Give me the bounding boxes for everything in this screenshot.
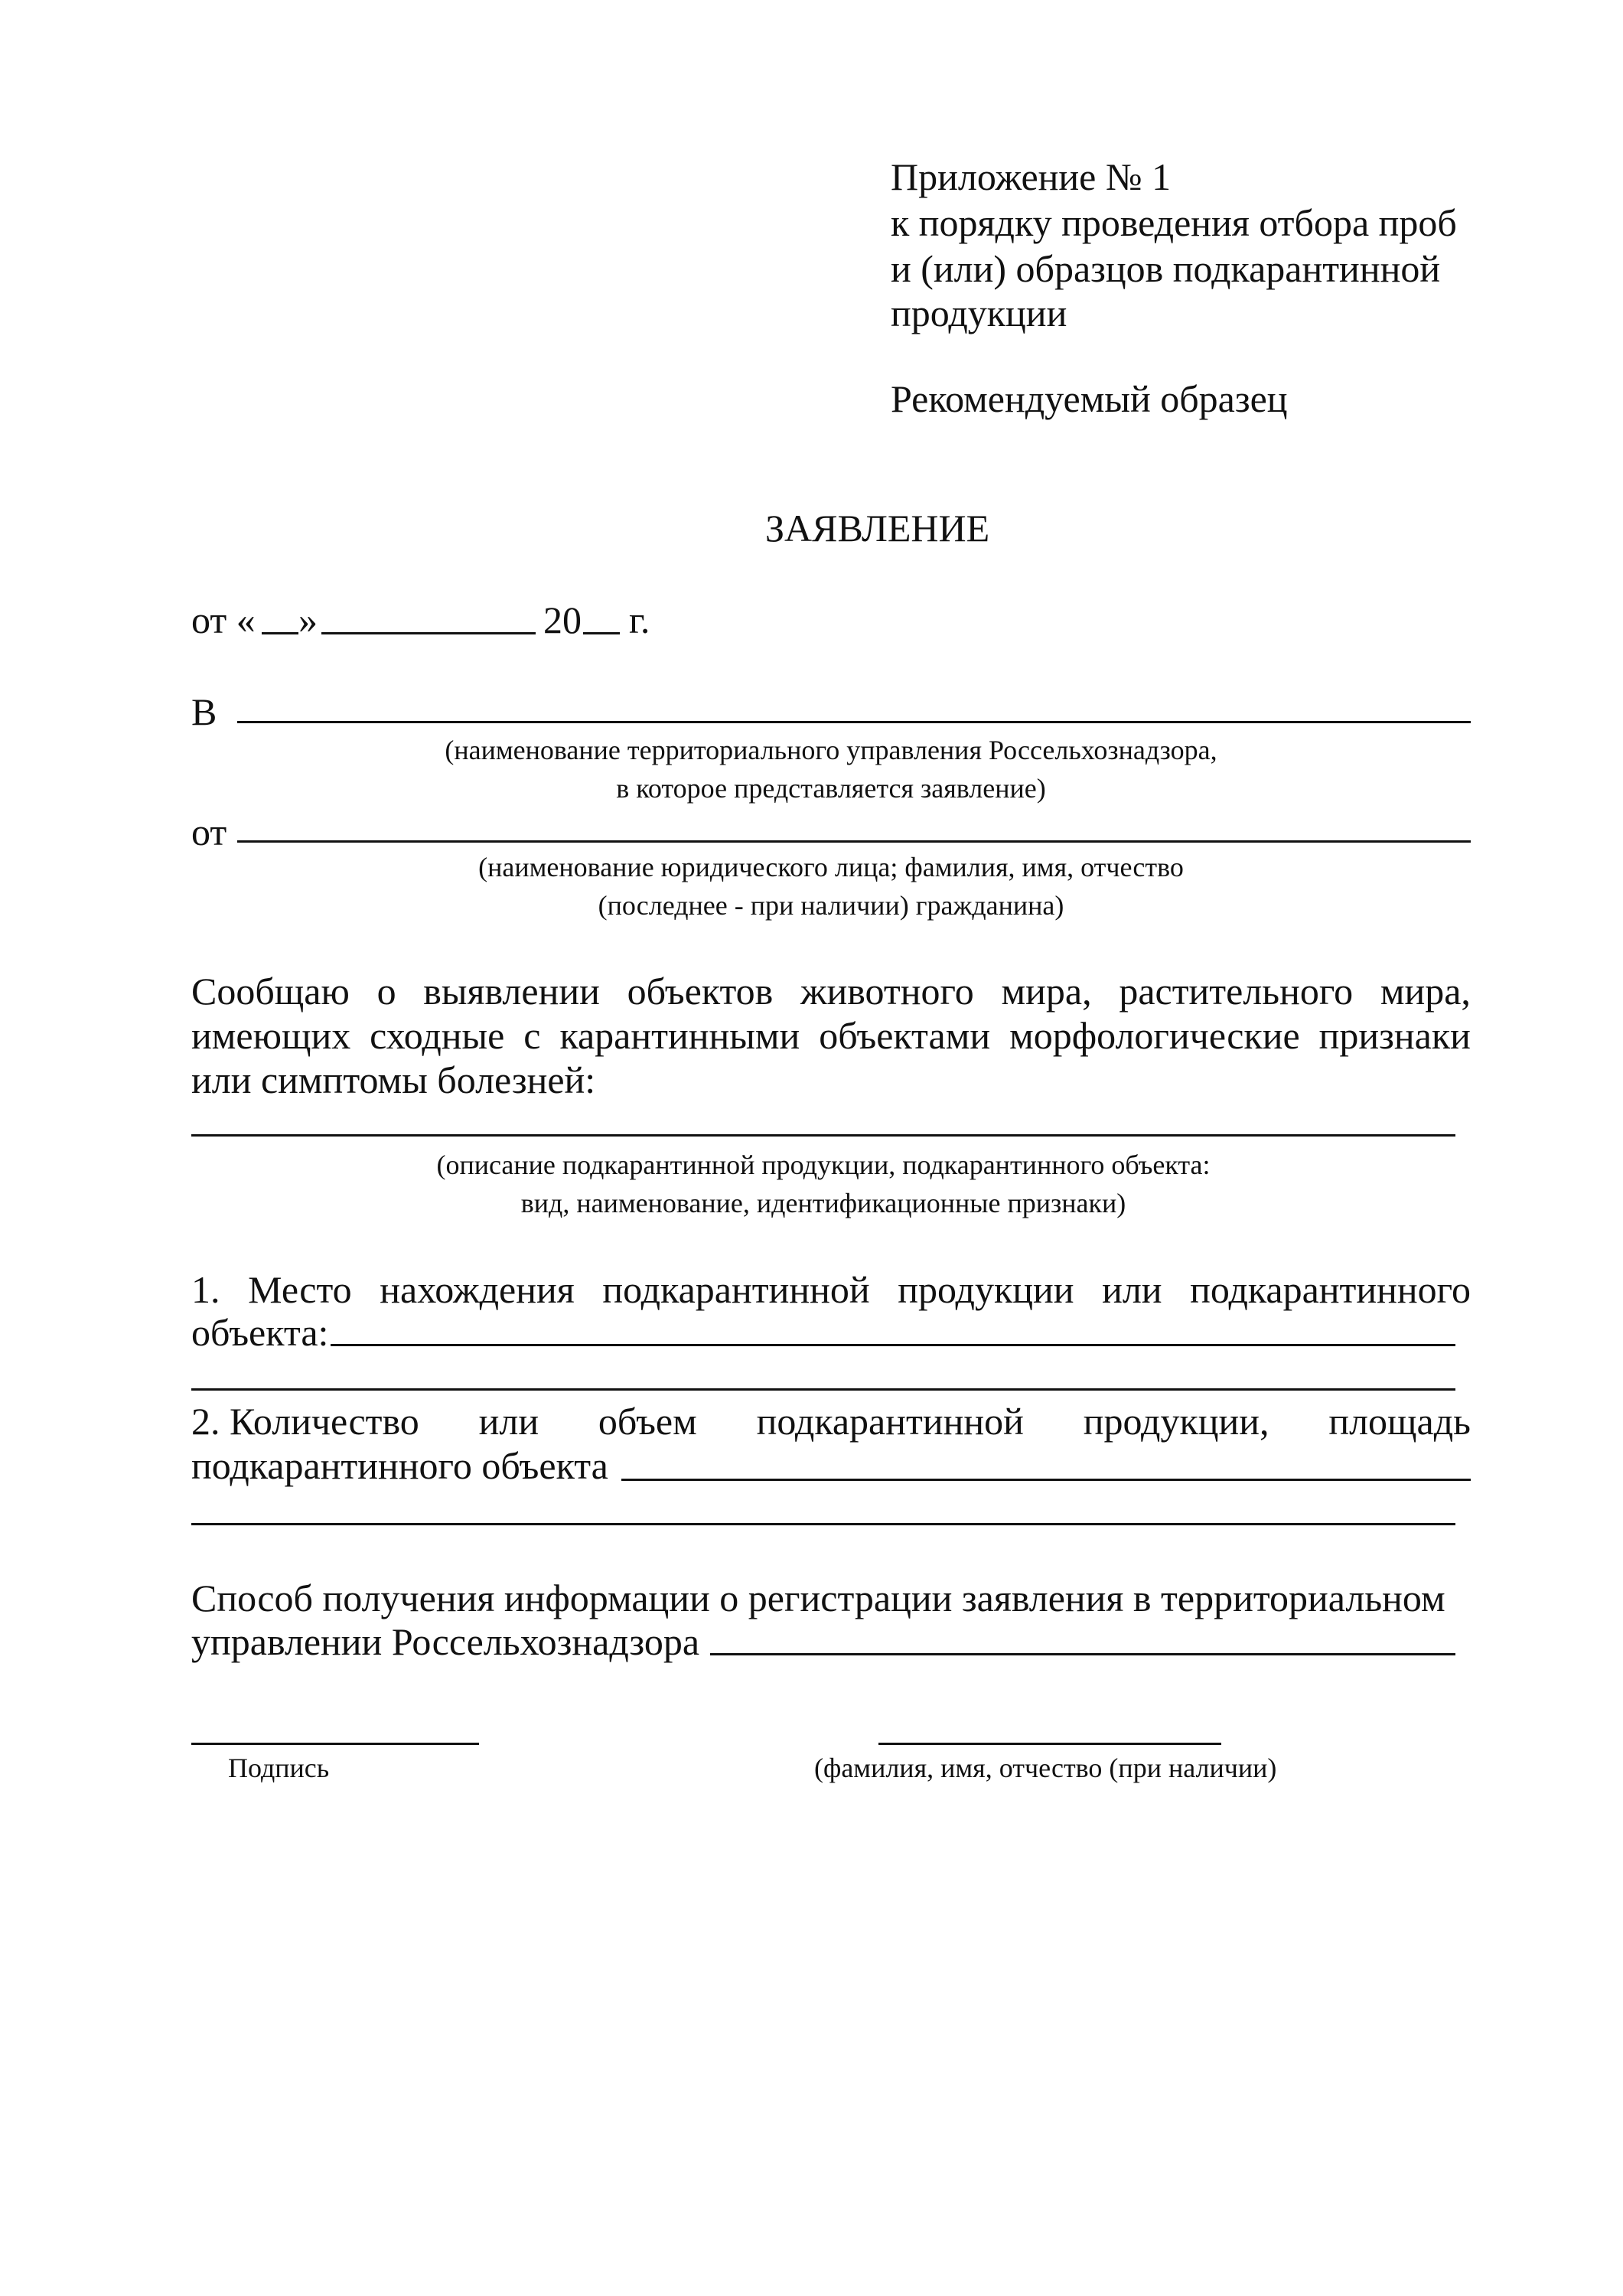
page-title: ЗАЯВЛЕНИЕ xyxy=(765,507,990,550)
report-word: признаки xyxy=(1318,1014,1471,1057)
item2-word: продукции, xyxy=(1083,1400,1269,1443)
appendix-line3: и (или) образцов подкарантинной xyxy=(891,247,1441,290)
item1-word: продукции xyxy=(898,1268,1074,1311)
report-word: мира, xyxy=(1380,970,1471,1013)
report-word: Сообщаю xyxy=(191,970,350,1013)
from-applicant-field[interactable] xyxy=(237,840,1471,843)
report-word: имеющих xyxy=(191,1014,351,1057)
item1-word: подкарантинной xyxy=(602,1268,870,1311)
report-word: мира, xyxy=(1001,970,1092,1013)
signature-field[interactable] xyxy=(191,1743,479,1745)
to-prefix: В xyxy=(191,690,217,733)
item2-line2: подкарантинного объекта xyxy=(191,1444,608,1487)
report-word: морфологические xyxy=(1009,1014,1300,1057)
method-line2: управлении Россельхознадзора xyxy=(191,1620,700,1663)
item2-line1 xyxy=(191,1400,1471,1443)
report-description-field[interactable] xyxy=(191,1134,1455,1137)
report-word: выявлении xyxy=(423,970,600,1013)
report-word: животного xyxy=(800,970,974,1013)
item2-word: объем xyxy=(598,1400,697,1443)
item1-word: нахождения xyxy=(380,1268,575,1311)
item1-line1 xyxy=(191,1270,1471,1309)
date-year-field[interactable] xyxy=(583,632,620,634)
from-prefix: от xyxy=(191,810,227,853)
item1-word: Место xyxy=(248,1268,352,1311)
date-day-field[interactable] xyxy=(262,632,298,634)
report-hint-line2: вид, наименование, идентификационные признаки) xyxy=(520,1188,1126,1218)
report-word: растительного xyxy=(1119,970,1354,1013)
full-name-field[interactable] xyxy=(878,1743,1221,1745)
report-line3: или симптомы болезней: xyxy=(191,1058,596,1101)
report-word: сходные xyxy=(370,1014,505,1057)
item1-word: подкарантинного xyxy=(1190,1268,1471,1311)
report-word: с xyxy=(523,1014,541,1057)
item1-location-field[interactable] xyxy=(331,1344,1455,1346)
date-month-field[interactable] xyxy=(321,632,536,634)
report-word: объектов xyxy=(627,970,774,1013)
report-line1 xyxy=(191,970,1471,1013)
method-field[interactable] xyxy=(710,1653,1455,1655)
item1-word: 1. xyxy=(191,1268,220,1311)
report-word: карантинными xyxy=(559,1014,800,1057)
to-hint-line1: (наименование территориального управления Россельхознадзора, xyxy=(445,735,1217,765)
item2-quantity-field-2[interactable] xyxy=(191,1523,1455,1525)
recommended-sample-label: Рекомендуемый образец xyxy=(891,377,1288,420)
report-word: о xyxy=(376,970,396,1013)
report-line2 xyxy=(191,1016,1471,1055)
item2-word: или xyxy=(478,1400,539,1443)
item1-location-field-2[interactable] xyxy=(191,1388,1455,1391)
from-hint-line2: (последнее - при наличии) гражданина) xyxy=(598,890,1064,921)
item2-word: подкарантинной xyxy=(756,1400,1024,1443)
method-line1: Способ получения информации о регистрации заявления в территориальном xyxy=(191,1577,1445,1619)
to-authority-field[interactable] xyxy=(237,721,1471,723)
appendix-line4: продукции xyxy=(891,292,1067,334)
signature-label: Подпись xyxy=(228,1753,330,1783)
item2-word: 2. Количество xyxy=(191,1400,419,1443)
report-hint-line1: (описание подкарантинной продукции, подкарантинного объекта: xyxy=(436,1150,1211,1180)
item2-quantity-field[interactable] xyxy=(621,1479,1471,1481)
date-year-suffix: г. xyxy=(629,598,650,641)
appendix-number: Приложение № 1 xyxy=(891,155,1172,198)
date-year-prefix: 20 xyxy=(543,598,582,641)
to-hint-line2: в которое представляется заявление) xyxy=(616,773,1046,804)
item1-word: или xyxy=(1102,1268,1162,1311)
appendix-line2: к порядку проведения отбора проб xyxy=(891,201,1457,244)
item2-word: площадь xyxy=(1328,1400,1471,1443)
report-word: объектами xyxy=(819,1014,991,1057)
date-quote-close: » xyxy=(298,598,318,641)
item1-line2: объекта: xyxy=(191,1311,329,1354)
from-hint-line1: (наименование юридического лица; фамилия, имя, отчество xyxy=(478,852,1184,882)
date-from-label: от « xyxy=(191,598,256,641)
full-name-label: (фамилия, имя, отчество (при наличии) xyxy=(814,1753,1277,1783)
